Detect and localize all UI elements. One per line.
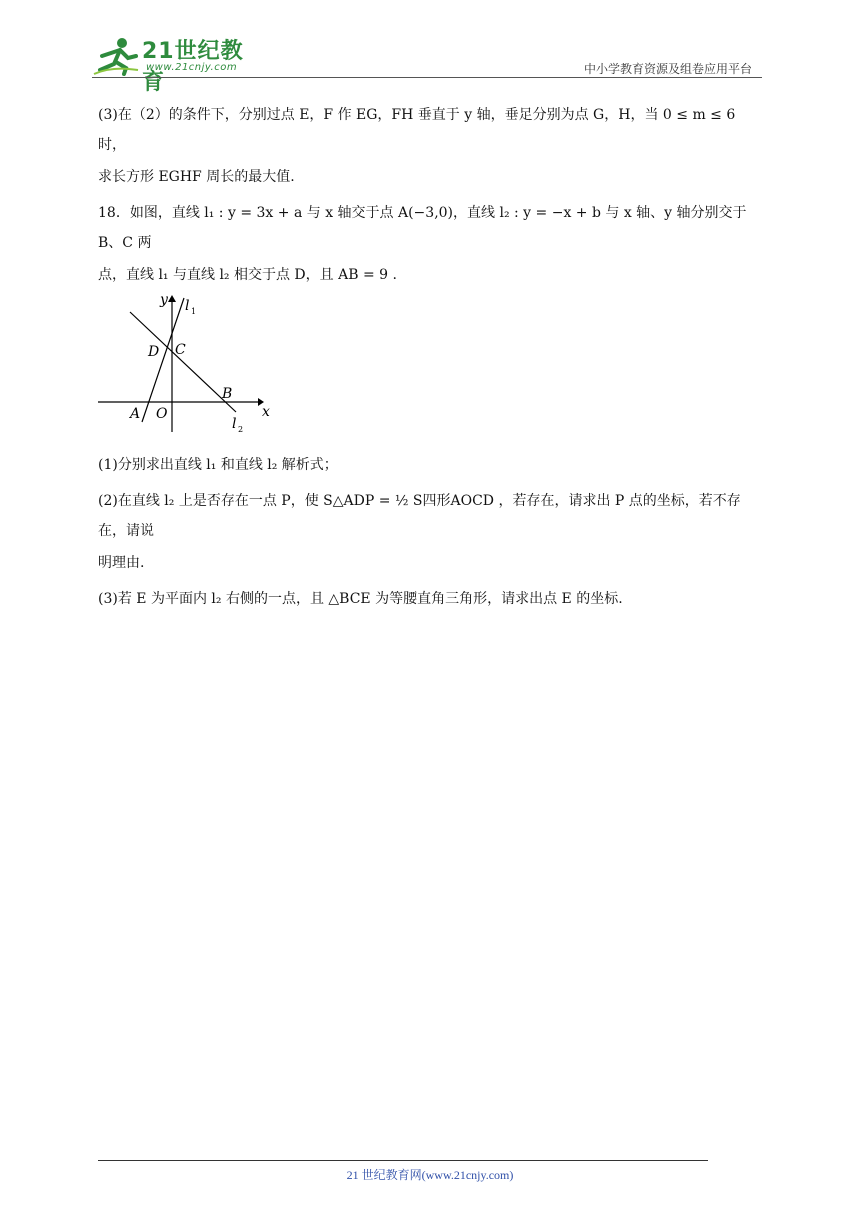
logo-text: 21世纪教育 — [142, 39, 244, 95]
q18-sub2-line2: 明理由. — [98, 555, 145, 571]
label-y: y — [160, 292, 168, 308]
question-content — [98, 100, 766, 620]
q18-sub2-line1: (2)在直线 l₂ 上是否存在一点 P，使 S△ADP = ½ S四形AOCD ，若存在，请求出 P 点的坐标，若不存在，请说 — [98, 493, 741, 539]
page-header — [92, 30, 762, 95]
label-l2: l — [232, 416, 237, 432]
label-O: O — [156, 406, 168, 422]
logo-url: www.21cnjy.com — [146, 62, 238, 73]
label-l1: l — [185, 298, 190, 314]
header-platform-label: 中小学教育资源及组卷应用平台 — [583, 62, 752, 76]
header-divider — [92, 77, 762, 78]
label-l2-sub: 2 — [238, 425, 244, 434]
q18-figure — [98, 292, 278, 442]
label-A: A — [130, 406, 141, 422]
label-B: B — [222, 386, 233, 402]
q18-sub1: (1)分别求出直线 l₁ 和直线 l₂ 解析式； — [98, 457, 338, 473]
line-l2 — [130, 312, 236, 412]
label-C: C — [175, 342, 186, 358]
q17-part3-line1: (3)在（2）的条件下，分别过点 E，F 作 EG，FH 垂直于 y 轴，垂足分别为点 G，H，当 0 ≤ m ≤ 6 时， — [98, 107, 736, 153]
label-D: D — [148, 344, 160, 360]
y-axis-arrow-icon — [168, 295, 176, 302]
footer-link[interactable]: 21 世纪教育网(www.21cnjy.com) — [346, 1168, 514, 1182]
q18-stem-line1: 18．如图，直线 l₁ : y = 3x + a 与 x 轴交于点 A(−3,0)，直线 l₂ : y = −x + b 与 x 轴、y 轴分别交于 B、C 两 — [98, 205, 747, 251]
runner-logo-icon — [92, 36, 140, 76]
label-l1-sub: 1 — [191, 307, 197, 316]
label-x: x — [262, 404, 270, 420]
coordinate-diagram — [98, 292, 278, 442]
q18-sub3: (3)若 E 为平面内 l₂ 右侧的一点，且 △BCE 为等腰直角三角形，请求出点 E 的坐标. — [98, 591, 623, 607]
q18-stem-line2: 点，直线 l₁ 与直线 l₂ 相交于点 D，且 AB = 9 . — [98, 267, 397, 283]
line-l1 — [142, 298, 184, 422]
footer-divider — [98, 1160, 708, 1161]
q17-part3-line2: 求长方形 EGHF 周长的最大值. — [98, 169, 295, 185]
site-logo[interactable] — [92, 34, 262, 95]
